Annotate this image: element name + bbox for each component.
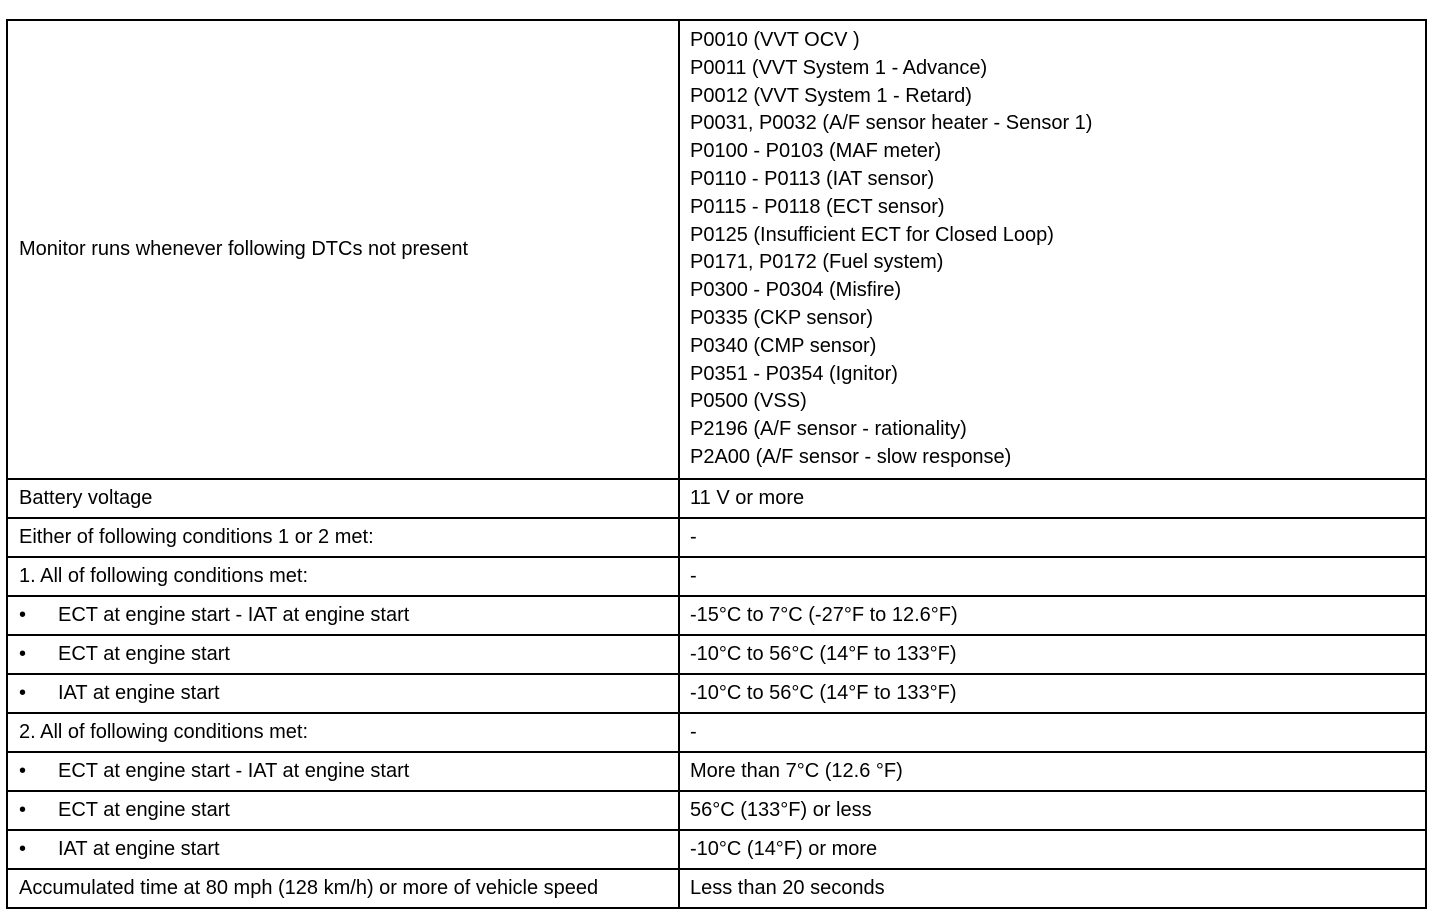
- bullet-icon: •: [19, 838, 27, 861]
- table-row: [7, 518, 1426, 557]
- value-cell: 11 V or more: [679, 479, 1426, 518]
- dtc-item: P0031, P0032 (A/F sensor heater - Sensor 1): [690, 112, 1093, 135]
- bullet-icon: •: [19, 604, 27, 627]
- table-row-dtc-list: [7, 20, 1426, 479]
- conditions-table: [6, 19, 1427, 909]
- value-cell: More than 7°C (12.6 °F): [679, 752, 1426, 791]
- condition-text: IAT at engine start: [58, 682, 220, 705]
- table-row: [7, 557, 1426, 596]
- table-row: [7, 713, 1426, 752]
- dtc-item: P0500 (VSS): [690, 390, 807, 413]
- dtc-item: P0010 (VVT OCV ): [690, 29, 860, 51]
- dtc-item: P0115 - P0118 (ECT sensor): [690, 195, 945, 218]
- dtc-item: P2196 (A/F sensor - rationality): [690, 418, 967, 441]
- bulleted-condition: [19, 797, 230, 823]
- table-row: [7, 674, 1426, 713]
- table-row: [7, 752, 1426, 791]
- value-cell: -10°C (14°F) or more: [679, 830, 1426, 869]
- value-cell: -10°C to 56°C (14°F to 133°F): [679, 635, 1426, 674]
- dtc-item: P0340 (CMP sensor): [690, 334, 877, 357]
- value-cell: -15°C to 7°C (-27°F to 12.6°F): [679, 596, 1426, 635]
- dtc-item: P0335 (CKP sensor): [690, 306, 874, 329]
- condition-cell: [7, 596, 679, 635]
- value-cell: Less than 20 seconds: [679, 869, 1426, 908]
- dtc-item: P0011 (VVT System 1 - Advance): [690, 56, 988, 79]
- condition-cell: [7, 479, 679, 518]
- bulleted-condition: [19, 641, 230, 667]
- table-row: [7, 596, 1426, 635]
- dtc-list: [679, 20, 1426, 479]
- condition-text: ECT at engine start: [58, 799, 230, 822]
- dtc-item: P0110 - P0113 (IAT sensor): [690, 167, 935, 190]
- condition-text: ECT at engine start - IAT at engine start: [58, 760, 410, 783]
- bulleted-condition: [19, 602, 409, 628]
- dtc-item: P0100 - P0103 (MAF meter): [690, 140, 942, 163]
- value-cell: -: [679, 713, 1426, 752]
- condition-text: ECT at engine start - IAT at engine start: [58, 604, 410, 627]
- condition-cell: [7, 830, 679, 869]
- condition-text: Accumulated time at 80 mph (128 km/h) or more of vehicle speed: [19, 877, 599, 900]
- condition-cell: [7, 635, 679, 674]
- value-cell: -: [679, 557, 1426, 596]
- dtc-item: P0351 - P0354 (Ignitor): [690, 362, 898, 385]
- bullet-icon: •: [19, 643, 27, 666]
- condition-text: Either of following conditions 1 or 2 met:: [19, 526, 374, 549]
- table-row: [7, 635, 1426, 674]
- condition-cell: [7, 518, 679, 557]
- condition-cell: [7, 674, 679, 713]
- table-row: [7, 830, 1426, 869]
- condition-cell: [7, 869, 679, 908]
- condition-cell: [7, 713, 679, 752]
- condition-cell: [7, 557, 679, 596]
- condition-text: ECT at engine start: [58, 643, 230, 666]
- condition-cell: [7, 791, 679, 830]
- dtc-item: P0171, P0172 (Fuel system): [690, 251, 944, 274]
- dtc-row-label: Monitor runs whenever following DTCs not present: [7, 20, 679, 479]
- dtc-item: P0300 - P0304 (Misfire): [690, 279, 902, 302]
- condition-text: IAT at engine start: [58, 838, 220, 861]
- bulleted-condition: [19, 836, 220, 862]
- condition-text: 1. All of following conditions met:: [19, 565, 309, 588]
- bulleted-condition: [19, 680, 220, 706]
- dtc-item: P0125 (Insufficient ECT for Closed Loop): [690, 223, 1054, 246]
- dtc-item: P0012 (VVT System 1 - Retard): [690, 84, 972, 107]
- value-cell: 56°C (133°F) or less: [679, 791, 1426, 830]
- table-row: [7, 479, 1426, 518]
- bullet-icon: •: [19, 760, 27, 783]
- value-cell: -: [679, 518, 1426, 557]
- condition-text: Battery voltage: [19, 487, 153, 510]
- condition-cell: [7, 752, 679, 791]
- table-row: [7, 869, 1426, 908]
- condition-text: 2. All of following conditions met:: [19, 721, 309, 744]
- bullet-icon: •: [19, 799, 27, 822]
- table-row: [7, 791, 1426, 830]
- bullet-icon: •: [19, 682, 27, 705]
- bulleted-condition: [19, 758, 409, 784]
- dtc-item: P2A00 (A/F sensor - slow response): [690, 445, 1012, 468]
- value-cell: -10°C to 56°C (14°F to 133°F): [679, 674, 1426, 713]
